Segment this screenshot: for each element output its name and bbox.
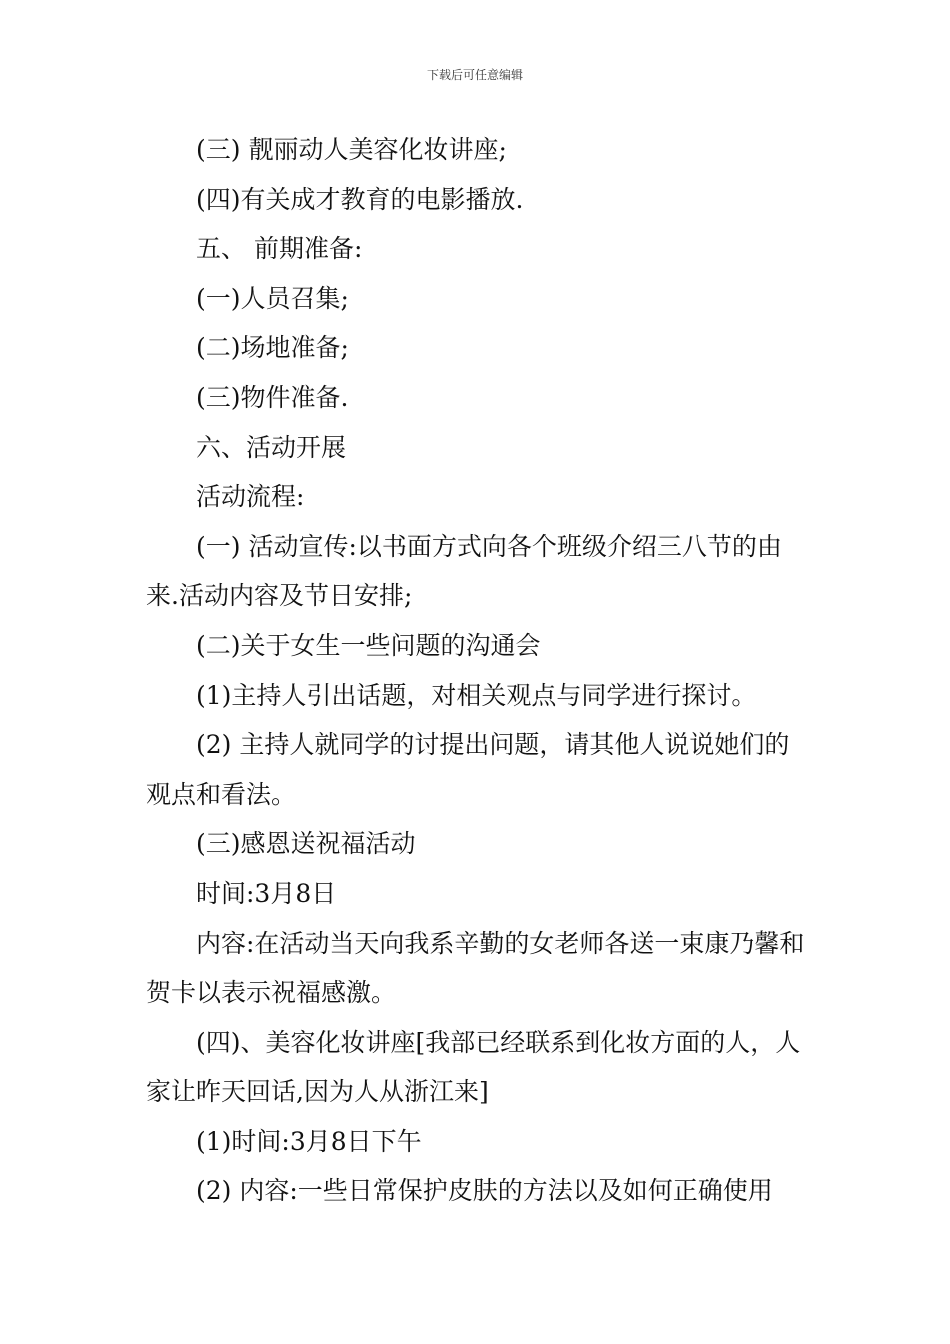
paragraph: 活动流程: (196, 482, 305, 512)
paragraph: 内容:在活动当天向我系辛勤的女老师各送一束康乃馨和贺卡以表示祝福感激。 (146, 928, 805, 1008)
section-heading: 六、活动开展 (196, 432, 347, 462)
paragraph: (三)物件准备. (196, 382, 349, 412)
paragraph: (二)场地准备; (196, 333, 349, 363)
paragraph: (一) 活动宣传:以书面方式向各个班级介绍三八节的由来.活动内容及节日安排; (146, 531, 782, 611)
paragraph: 时间:3月8日 (196, 878, 337, 908)
paragraph: (1)主持人引出话题，对相关观点与同学进行探讨。 (196, 680, 757, 710)
paragraph: (三)感恩送祝福活动 (196, 829, 416, 859)
paragraph: (四)有关成才教育的电影播放. (196, 184, 524, 214)
paragraph: (一)人员召集; (196, 283, 349, 313)
paragraph: (2) 内容:一些日常保护皮肤的方法以及如何正确使用 (196, 1176, 773, 1206)
document-body (146, 125, 806, 1216)
paragraph: (2) 主持人就同学的讨提出问题，请其他人说说她们的观点和看法。 (146, 730, 790, 809)
paragraph: (三) 靓丽动人美容化妆讲座; (196, 135, 507, 164)
section-heading: 五、 前期准备: (196, 234, 363, 264)
page-header: 下载后可任意编辑 (426, 68, 523, 82)
paragraph: (二)关于女生一些问题的沟通会 (196, 630, 541, 660)
paragraph: (1)时间:3月8日下午 (196, 1126, 422, 1156)
paragraph: (四)、美容化妆讲座[我部已经联系到化妆方面的人，人家让昨天回话,因为人从浙江来] (146, 1027, 801, 1107)
